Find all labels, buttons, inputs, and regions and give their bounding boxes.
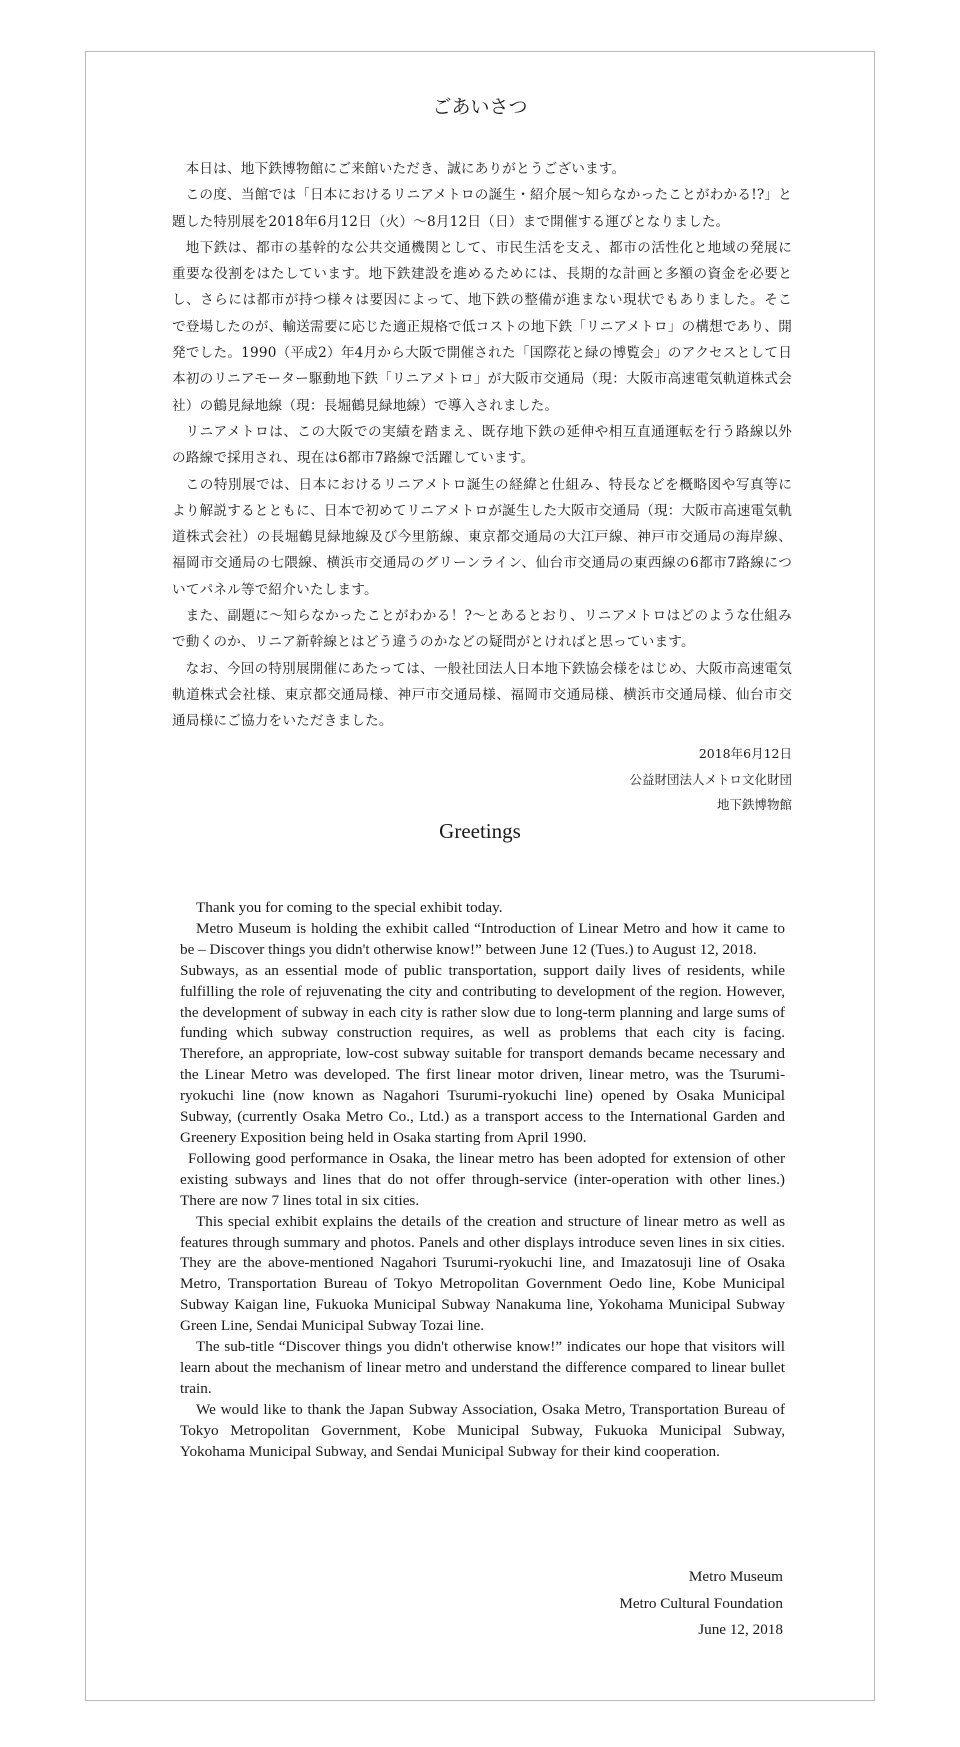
japanese-body (172, 156, 792, 735)
english-date: June 12, 2018 (698, 1621, 783, 1638)
english-foundation: Metro Cultural Foundation (619, 1594, 783, 1612)
english-paragraph: Metro Museum is holding the exhibit called “Introduction of Linear Metro and how it came to be – Discover things you didn't otherwise know!” between June 12 (Tues.) to August 12, 2018. (180, 919, 785, 958)
japanese-paragraph: リニアメトロは、この大阪での実績を踏まえ、既存地下鉄の延伸や相互直通運転を行う路線以外の路線で採用され、現在は6都市7路線で活躍しています。 (172, 423, 792, 467)
japanese-foundation: 公益財団法人メトロ文化財団 (629, 771, 792, 787)
japanese-paragraph: また、副題に〜知らなかったことがわかる！?〜とあるとおり、リニアメトロはどのような仕組みで動くのか、リニア新幹線とはどう違うのかなどの疑問がとければと思っています。 (172, 608, 792, 651)
japanese-title: ごあいさつ (432, 96, 528, 118)
japanese-date: 2018年6月12日 (698, 746, 792, 761)
japanese-paragraph: 地下鉄は、都市の基幹的な公共交通機関として、市民生活を支え、都市の活性化と地域の発展に重要な役割をはたしています。地下鉄建設を進めるためには、長期的な計画と多額の資金を必要とし、さらには都市が持つ様々は要因によって、地下鉄の整備が進まない現状でもありました。そこで登場したのが、輸送需要に応じた適正規格で低コストの地下鉄「リニアメトロ」の構想であり、開発でした。1990（平成2）年4月から大阪で開催された「国際花と緑の博覧会」のアクセスとして日本初のリニアモーター駆動地下鉄「リニアメトロ」が大阪市交通局（現：大阪市高速電気軌道株式会社）の鶴見緑地線（現：長堀鶴見緑地線）で導入されました。 (172, 239, 792, 414)
japanese-paragraph: なお、今回の特別展開催にあたっては、一般社団法人日本地下鉄協会様をはじめ、大阪市高速電気軌道株式会社様、東京都交通局様、神戸市交通局様、福岡市交通局様、横浜市交通局様、仙台市交通局様にご協力をいただきました。 (172, 660, 792, 730)
english-signature (619, 1564, 783, 1644)
english-museum: Metro Museum (688, 1568, 783, 1585)
english-title: Greetings (439, 819, 521, 843)
english-paragraph: Following good performance in Osaka, the linear metro has been adopted for extension of other existing subways and lines that do not offer through-service (inter-operation with other lines.) There are now 7 lines total in six cities. (180, 1149, 785, 1209)
japanese-paragraph: 本日は、地下鉄博物館にご来館いただき、誠にありがとうございます。 (185, 161, 626, 177)
english-paragraph: This special exhibit explains the details of the creation and structure of linear metro as well as features through summary and photos. Panels and other displays introduce seven lines in six cities. They are the above-mentioned Nagahori Tsurumi-ryokuchi line, and Imazatosuji line of Osaka Metro, Transportation Bureau of Tokyo Metropolitan Government Oedo line, Kobe Municipal Subway Kaigan line, Fukuoka Municipal Subway Nanakuma line, Yokohama Municipal Subway Green Line, Sendai Municipal Subway Tozai line. (180, 1212, 785, 1335)
japanese-paragraph: この特別展では、日本におけるリニアメトロ誕生の経緯と仕組み、特長などを概略図や写真等により解説するとともに、日本で初めてリニアメトロが誕生した大阪市交通局（現：大阪市高速電気軌道株式会社）の長堀鶴見緑地線及び今里筋線、東京都交通局の大江戸線、神戸市交通局の海岸線、福岡市交通局の七隈線、横浜市交通局のグリーンライン、仙台市交通局の東西線の6都市7路線についてパネル等で紹介いたします。 (172, 476, 792, 598)
english-paragraph: Subways, as an essential mode of public transportation, support daily lives of residents, while fulfilling the role of rejuvenating the city and contributing to development of the region. However, the development of subway in each city is rather slow due to long-term planning and large sums of funding which subway construction requires, as well as problems that each city is facing. Therefore, an appropriate, low-cost subway suitable for transport demands became necessary and the Linear Metro was developed. The first linear motor driven, linear metro, was the Tsurumi-ryokuchi line (now known as Nagahori Tsurumi-ryokuchi line) opened by Osaka Municipal Subway, (currently Osaka Metro Co., Ltd.) as a transport access to the International Garden and Greenery Exposition being held in Osaka starting from April 1990. (180, 961, 785, 1146)
english-paragraph: The sub-title “Discover things you didn't otherwise know!” indicates our hope that visitors will learn about the mechanism of linear metro and understand the difference compared to linear bullet train. (180, 1338, 785, 1397)
japanese-signature (629, 741, 792, 818)
english-body (180, 898, 785, 1462)
english-paragraph: Thank you for coming to the special exhibit today. (196, 899, 503, 916)
japanese-paragraph: この度、当館では「日本におけるリニアメトロの誕生・紹介展〜知らなかったことがわかる!?」と題した特別展を2018年6月12日（火）〜8月12日（日）まで開催する運びとなりました。 (172, 187, 792, 230)
japanese-museum: 地下鉄博物館 (716, 797, 792, 812)
english-paragraph: We would like to thank the Japan Subway Association, Osaka Metro, Transportation Bureau of Tokyo Metropolitan Government, Kobe Municipal Subway, Fukuoka Municipal Subway, Yokohama Municipal Subway, and Sendai Municipal Subway for their kind cooperation. (180, 1400, 785, 1460)
